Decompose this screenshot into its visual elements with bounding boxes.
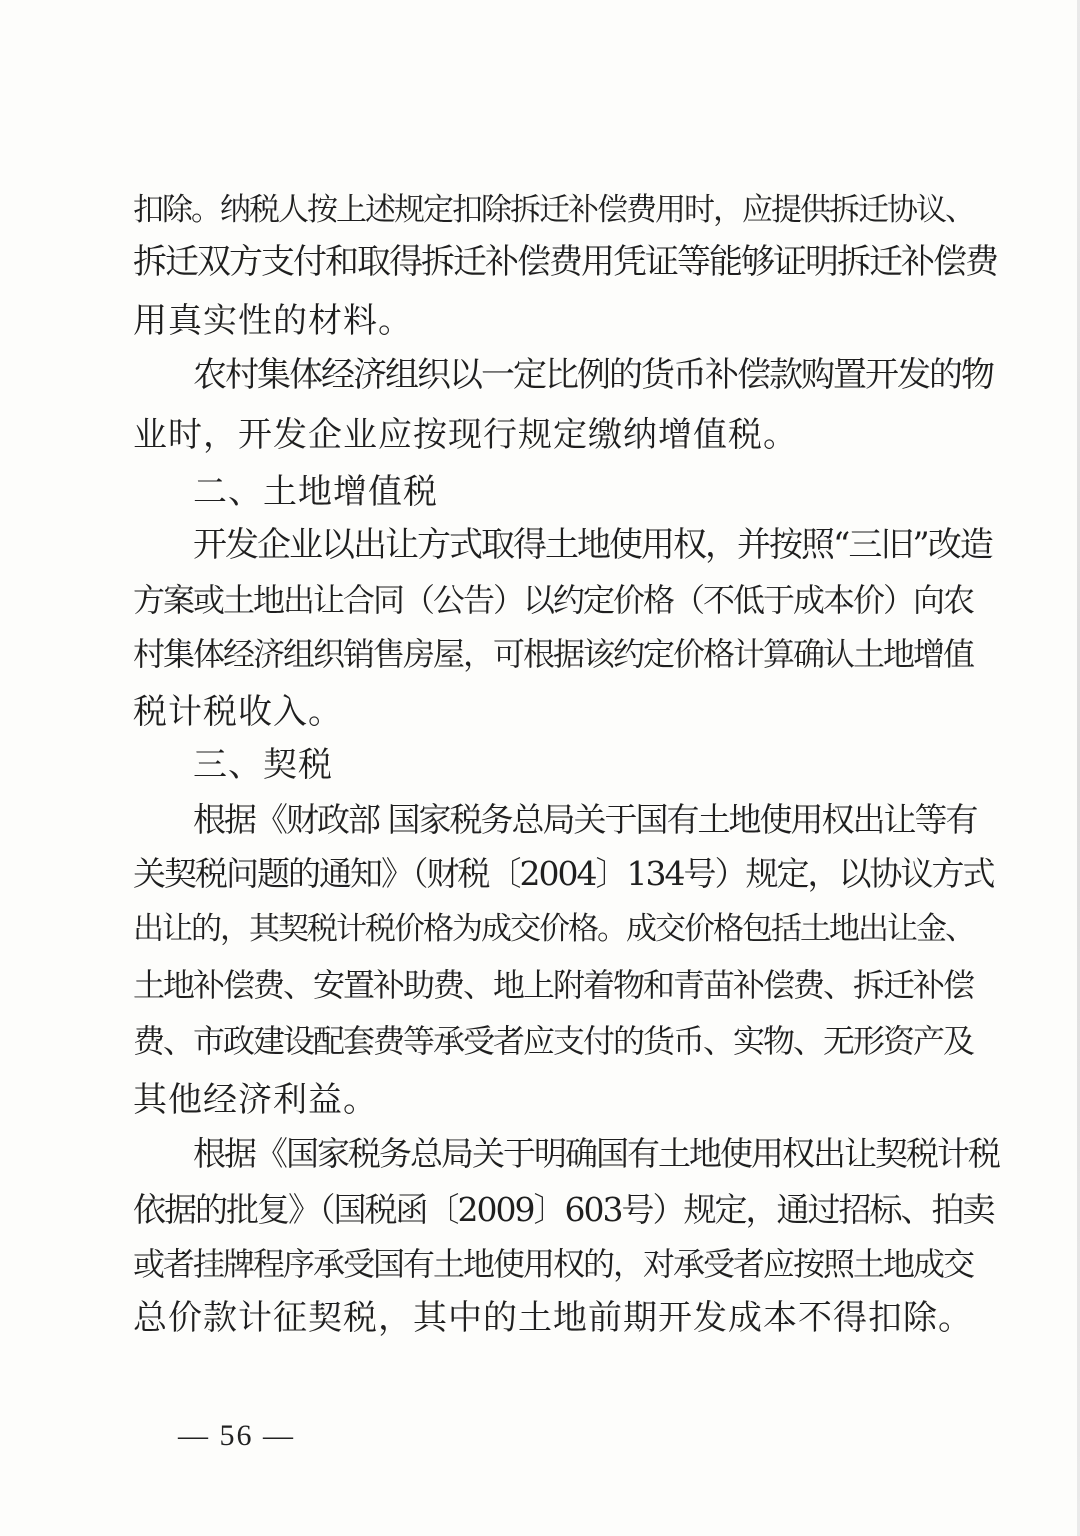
body-line-8: 方案或土地出让合同（公告）以约定价格（不低于成本价）向农 — [133, 581, 974, 619]
body-line-16: 费、市政建设配套费等承受者应支付的货币、实物、无形资产及 — [133, 1022, 974, 1060]
page-number: — 56 — — [178, 1419, 295, 1452]
section-heading-deed-tax: 三、契税 — [193, 745, 333, 785]
body-line-5: 业时，开发企业应按现行规定缴纳增值税。 — [133, 415, 798, 455]
section-heading-land-vat: 二、土地增值税 — [193, 472, 438, 512]
body-line-7: 开发企业以出让方式取得土地使用权，并按照“三旧”改造 — [193, 525, 992, 565]
body-line-19: 依据的批复》（国税函〔2009〕603号）规定，通过招标、拍卖 — [133, 1190, 994, 1229]
body-line-4: 农村集体经济组织以一定比例的货币补偿款购置开发的物 — [193, 355, 993, 395]
body-line-12: 根据《财政部 国家税务总局关于国有土地使用权出让等有 — [193, 800, 977, 839]
body-line-14: 出让的，其契税计税价格为成交价格。成交价格包括土地出让金、 — [133, 911, 974, 947]
body-line-18: 根据《国家税务总局关于明确国有土地使用权出让契税计税 — [193, 1134, 999, 1173]
body-line-2: 拆迁双方支付和取得拆迁补偿费用凭证等能够证明拆迁补偿费 — [133, 242, 997, 282]
body-line-13: 关契税问题的通知》（财税〔2004〕134号）规定，以协议方式 — [133, 854, 994, 893]
body-line-3: 用真实性的材料。 — [133, 301, 413, 341]
body-line-10: 税计税收入。 — [133, 692, 343, 732]
body-line-9: 村集体经济组织销售房屋，可根据该约定价格计算确认土地增值 — [133, 635, 974, 673]
body-line-20: 或者挂牌程序承受国有土地使用权的，对承受者应按照土地成交 — [133, 1245, 974, 1283]
body-line-17: 其他经济利益。 — [133, 1080, 378, 1120]
body-line-1: 扣除。纳税人按上述规定扣除拆迁补偿费用时，应提供拆迁协议、 — [133, 192, 974, 228]
body-line-21: 总价款计征契税，其中的土地前期开发成本不得扣除。 — [133, 1298, 973, 1338]
body-line-15: 土地补偿费、安置补助费、地上附着物和青苗补偿费、拆迁补偿 — [133, 966, 974, 1004]
